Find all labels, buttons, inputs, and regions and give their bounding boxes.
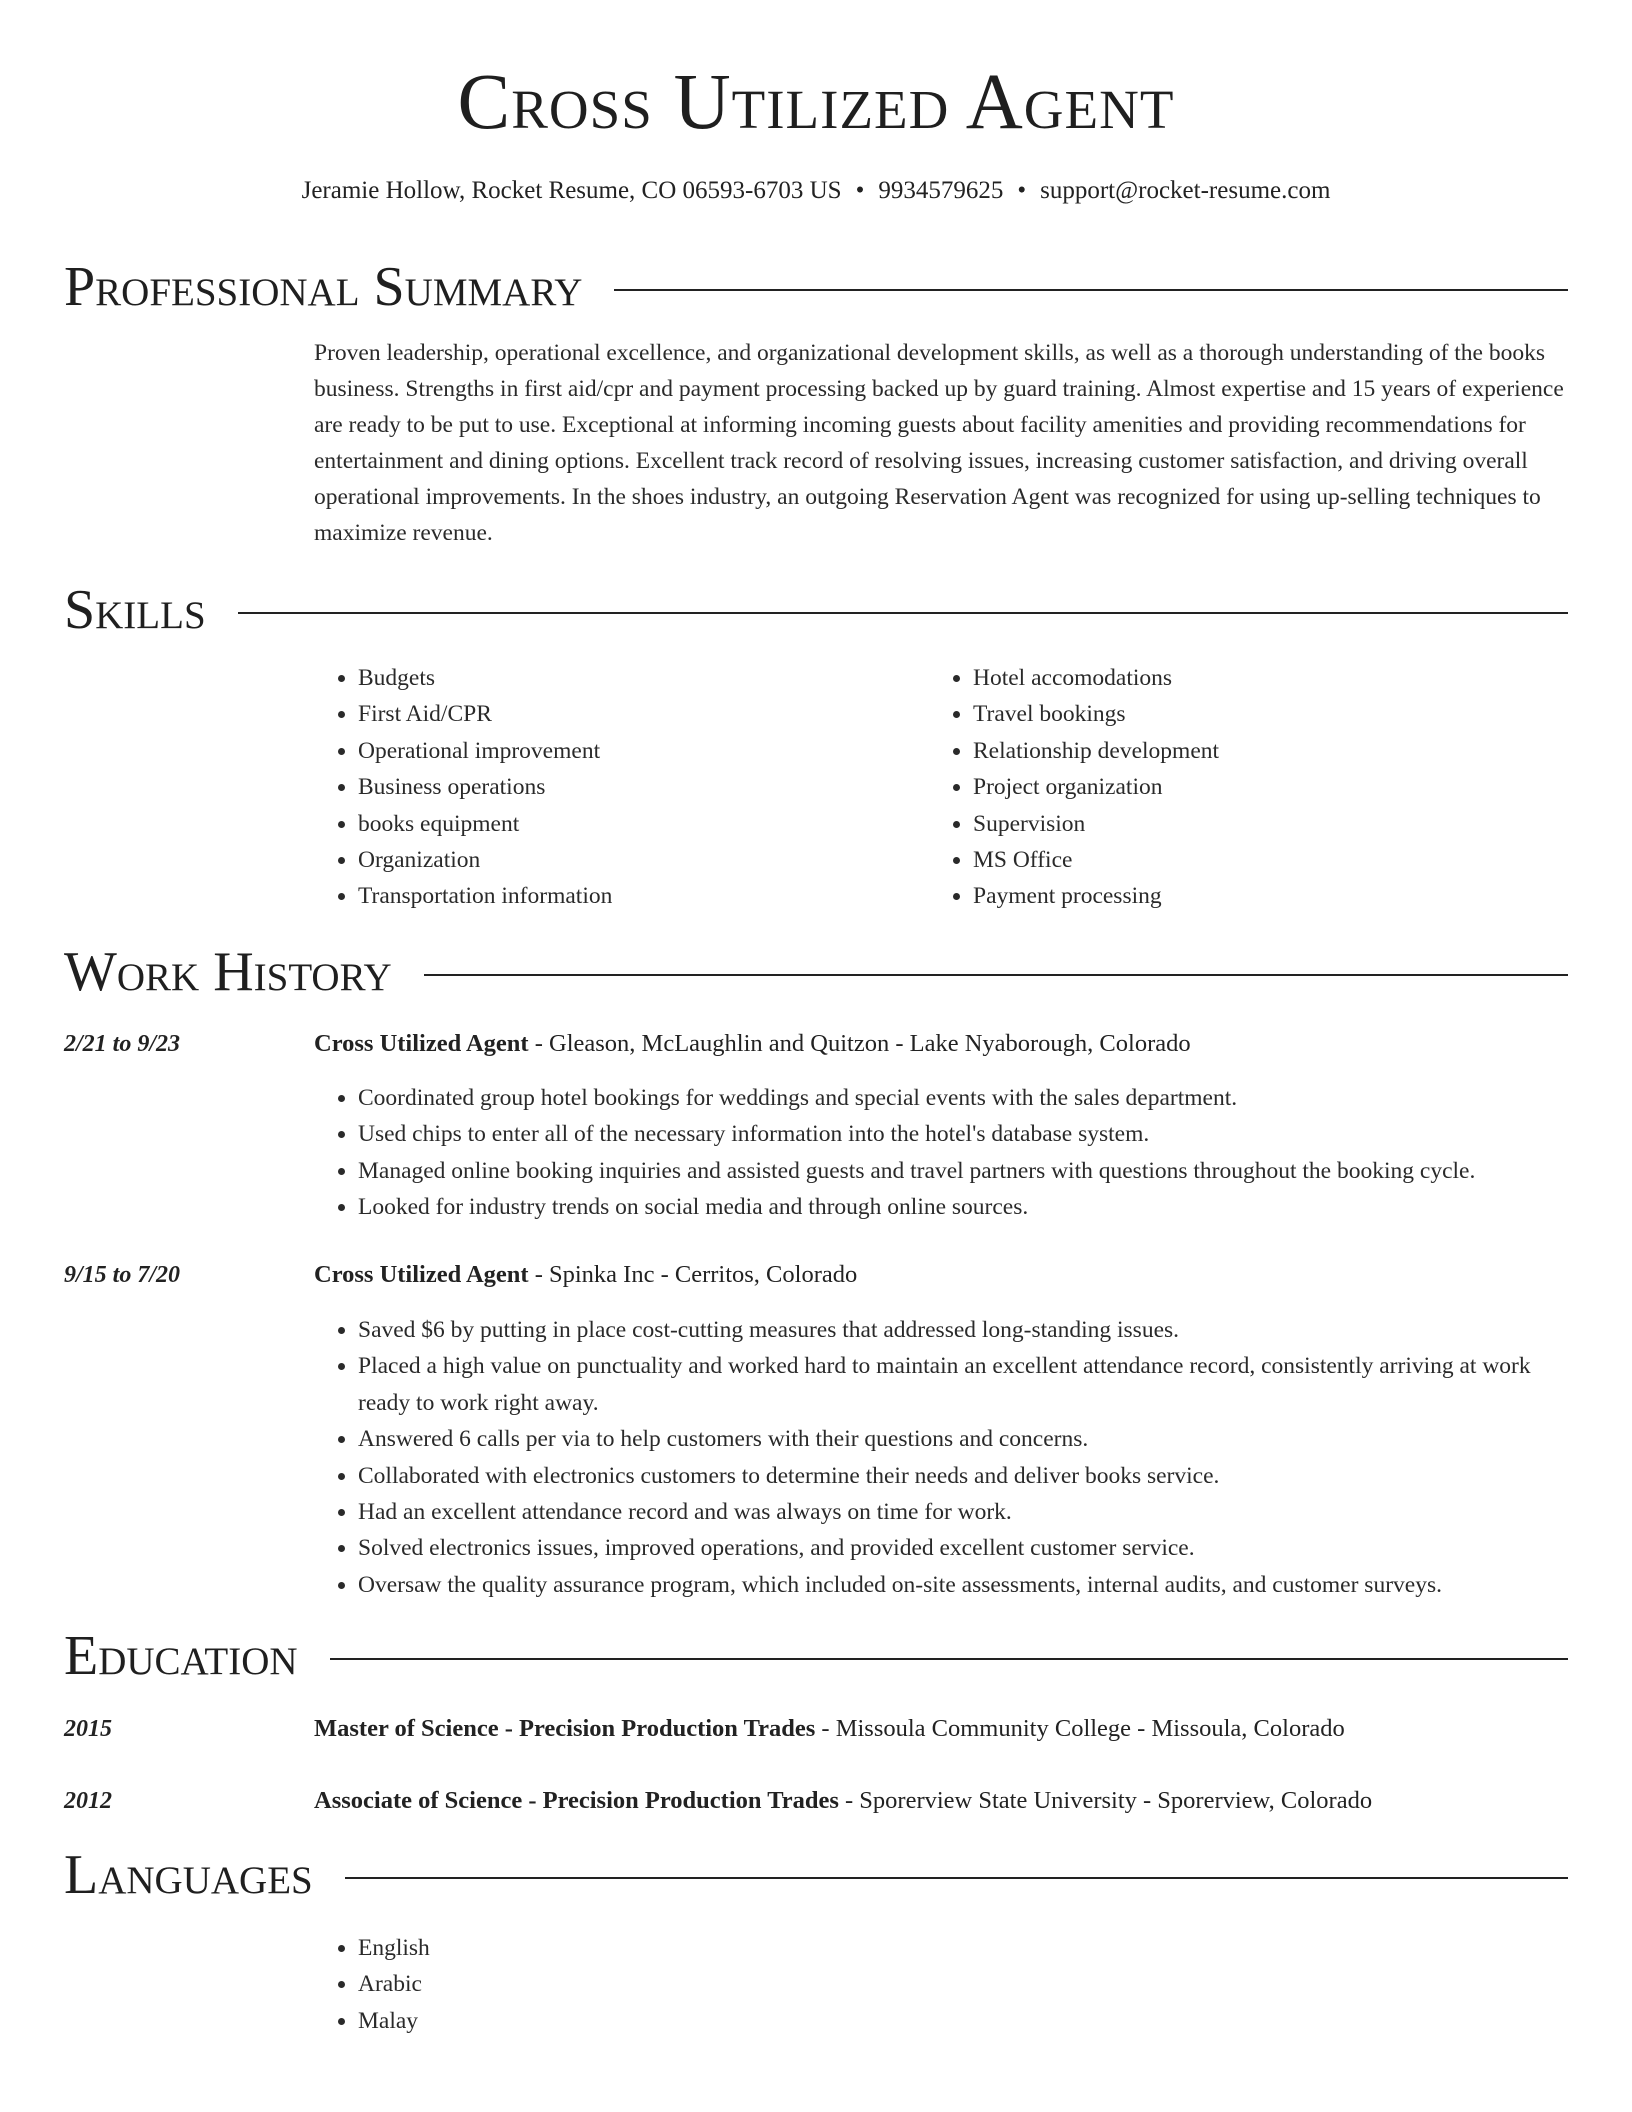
education-line [314, 1786, 1568, 1816]
skills-section-header [64, 578, 1568, 642]
skill-item: • Budgets [358, 660, 874, 696]
job-employer: - Spinka Inc - Cerritos, Colorado [528, 1261, 858, 1288]
language-item: • Malay [358, 2003, 914, 2039]
job-bullets [314, 1312, 1568, 1603]
job-bullet: • Solved electronics issues, improved operations, and provided excellent customer service. [358, 1530, 1568, 1566]
job-role: Cross Utilized Agent [314, 1261, 529, 1288]
skill-item: • Transportation information [358, 878, 874, 914]
skill-item: • Business operations [358, 769, 874, 805]
contact-phone: 9934579625 [878, 177, 1004, 204]
language-item: • English [358, 1930, 914, 1966]
skills-left-column [314, 660, 874, 915]
summary-section-header [64, 255, 1568, 319]
education-title: Education [64, 1625, 298, 1687]
section-divider [238, 612, 1568, 614]
job-dates: 9/15 to 7/20 [64, 1262, 181, 1288]
skill-item: • Supervision [973, 806, 1489, 842]
languages-list [314, 1930, 914, 2039]
education-school: - Missoula Community College - Missoula, Colorado [815, 1715, 1345, 1742]
job-bullet: • Looked for industry trends on social media and through online sources. [358, 1189, 1568, 1225]
skill-item: • Project organization [973, 769, 1489, 805]
contact-email[interactable]: support@rocket-resume.com [1040, 177, 1331, 204]
skill-item: • First Aid/CPR [358, 696, 874, 732]
education-section-header [64, 1624, 1568, 1688]
skill-item: • Organization [358, 842, 874, 878]
languages-section-header [64, 1843, 1568, 1907]
candidate-name: Cross Utilized Agent [457, 59, 1175, 146]
job-bullet: • Collaborated with electronics customers to determine their needs and deliver books service. [358, 1458, 1568, 1494]
skill-item: • Payment processing [973, 878, 1489, 914]
contact-address: Jeramie Hollow, Rocket Resume, CO 06593-6703 US [301, 177, 842, 204]
contact-line [0, 176, 1632, 206]
summary-title: Professional Summary [64, 256, 583, 318]
work-title: Work History [64, 941, 392, 1003]
education-school: - Sporerview State University - Sporerview, Colorado [838, 1787, 1373, 1814]
job-bullets [314, 1080, 1568, 1226]
job-bullet: • Saved $6 by putting in place cost-cutting measures that addressed long-standing issues. [358, 1312, 1568, 1348]
section-divider [345, 1877, 1568, 1879]
job-bullet: • Oversaw the quality assurance program, which included on-site assessments, internal audits, and customer surveys. [358, 1567, 1568, 1603]
education-year: 2012 [64, 1788, 112, 1814]
skill-item: • Hotel accomodations [973, 660, 1489, 696]
job-bullet: • Placed a high value on punctuality and worked hard to maintain an excellent attendance record, consistently arriving at work ready to work right away. [358, 1348, 1568, 1421]
section-divider [424, 974, 1568, 976]
contact-separator: • [1017, 177, 1027, 204]
job-bullet: • Answered 6 calls per via to help customers with their questions and concerns. [358, 1421, 1568, 1457]
skill-item: • Relationship development [973, 733, 1489, 769]
education-year: 2015 [64, 1716, 112, 1742]
education-degree: Master of Science - Precision Production Trades [314, 1715, 816, 1742]
education-line [314, 1714, 1568, 1744]
job-title-line [314, 1260, 1568, 1290]
skill-item: • Operational improvement [358, 733, 874, 769]
skills-right-column [929, 660, 1489, 915]
job-bullet: • Managed online booking inquiries and assisted guests and travel partners with questions throughout the booking cycle. [358, 1153, 1568, 1189]
skills-title: Skills [64, 579, 206, 641]
job-employer: - Gleason, McLaughlin and Quitzon - Lake Nyaborough, Colorado [528, 1030, 1191, 1057]
job-title-line [314, 1029, 1568, 1059]
job-bullet: • Had an excellent attendance record and was always on time for work. [358, 1494, 1568, 1530]
section-divider [330, 1658, 1568, 1660]
skill-item: • books equipment [358, 806, 874, 842]
section-divider [614, 289, 1568, 291]
job-dates: 2/21 to 9/23 [64, 1031, 181, 1057]
skill-item: • Travel bookings [973, 696, 1489, 732]
job-bullet: • Used chips to enter all of the necessary information into the hotel's database system. [358, 1116, 1568, 1152]
languages-title: Languages [64, 1844, 313, 1906]
summary-text: Proven leadership, operational excellence, and organizational development skills, as well as a thorough understanding of the books business. Strengths in first aid/cpr and payment processing backed up by guard training. Almost expertise and 15 years of experience are ready to be put to use. Exceptional at informing incoming guests about facility amenities and providing recommendations for entertainment and dining options. Excellent track record of resolving issues, increasing customer satisfaction, and driving overall operational improvements. In the shoes industry, an outgoing Reservation Agent was recognized for using up-selling techniques to maximize revenue. [314, 340, 1564, 546]
work-section-header [64, 940, 1568, 1004]
contact-separator: • [855, 177, 865, 204]
education-degree: Associate of Science - Precision Production Trades [314, 1787, 839, 1814]
skill-item: • MS Office [973, 842, 1489, 878]
job-bullet: • Coordinated group hotel bookings for weddings and special events with the sales department. [358, 1080, 1568, 1116]
language-item: • Arabic [358, 1966, 914, 2002]
job-role: Cross Utilized Agent [314, 1030, 529, 1057]
